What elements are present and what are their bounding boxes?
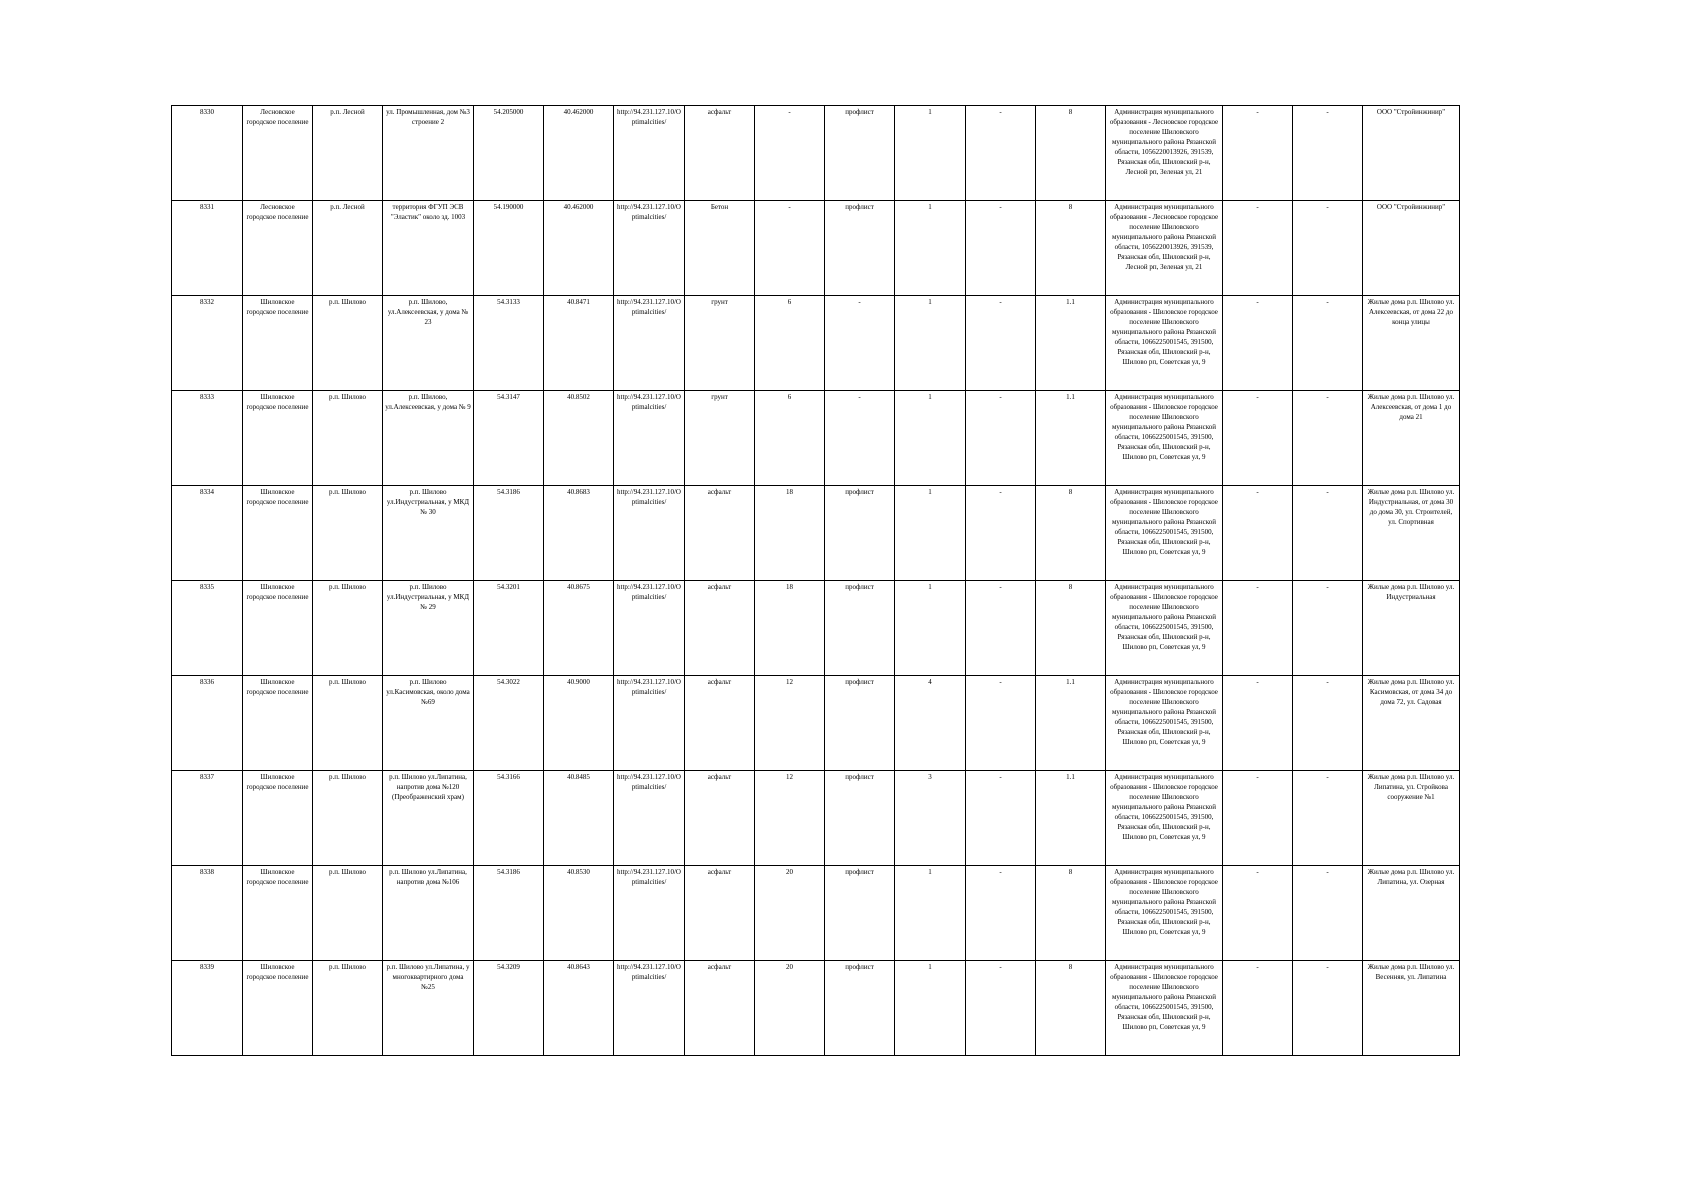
cell-longitude: 40.8643 xyxy=(544,961,614,1056)
cell-id: 8333 xyxy=(172,391,243,486)
cell-longitude: 40.8675 xyxy=(544,581,614,676)
cell-latitude: 54.3166 xyxy=(474,771,544,866)
cell-extra-1: - xyxy=(1223,771,1293,866)
cell-latitude: 54.190000 xyxy=(474,201,544,296)
cell-container-type: профлист xyxy=(825,581,895,676)
cell-extra-1: - xyxy=(1223,676,1293,771)
cell-count: 1 xyxy=(895,106,966,201)
table-row xyxy=(172,486,1460,581)
cell-count-2: - xyxy=(966,866,1036,961)
cell-container-type: профлист xyxy=(825,486,895,581)
cell-container-type: профлист xyxy=(825,961,895,1056)
cell-url: http://94.231.127.10/Optimalcities/ xyxy=(614,106,685,201)
cell-owner: Администрация муниципального образования - Шиловское городское поселение Шиловского муниципального района Рязанской области, 1066225001545, 391500, Рязанская обл, Шиловский р-н, Шилово рп, Советская ул, 9 xyxy=(1106,296,1223,391)
cell-extra-1: - xyxy=(1223,391,1293,486)
cell-surface: грунт xyxy=(685,296,755,391)
cell-container-type: профлист xyxy=(825,676,895,771)
cell-surface: асфальт xyxy=(685,866,755,961)
cell-address: р.п. Шилово ул.Липатина, напротив дома №106 xyxy=(383,866,474,961)
cell-latitude: 54.3022 xyxy=(474,676,544,771)
cell-extra-2: - xyxy=(1293,201,1363,296)
cell-url: http://94.231.127.10/Optimalcities/ xyxy=(614,486,685,581)
cell-extra-2: - xyxy=(1293,771,1363,866)
cell-owner: Администрация муниципального образования - Шиловское городское поселение Шиловского муниципального района Рязанской области, 1066225001545, 391500, Рязанская обл, Шиловский р-н, Шилово рп, Советская ул, 9 xyxy=(1106,961,1223,1056)
cell-count-2: - xyxy=(966,106,1036,201)
cell-surface: асфальт xyxy=(685,106,755,201)
cell-latitude: 54.3201 xyxy=(474,581,544,676)
cell-longitude: 40.8530 xyxy=(544,866,614,961)
cell-surface: асфальт xyxy=(685,676,755,771)
cell-owner: Администрация муниципального образования - Шиловское городское поселение Шиловского муниципального района Рязанской области, 1066225001545, 391500, Рязанская обл, Шиловский р-н, Шилово рп, Советская ул, 9 xyxy=(1106,391,1223,486)
cell-locality: р.п. Шилово xyxy=(313,486,383,581)
cell-id: 8335 xyxy=(172,581,243,676)
cell-extra-2: - xyxy=(1293,296,1363,391)
cell-address: р.п. Шилово, ул.Алексеевская, у дома № 23 xyxy=(383,296,474,391)
cell-settlement: Лесновское городское поселение xyxy=(243,201,313,296)
cell-area: 6 xyxy=(755,296,825,391)
cell-longitude: 40.8502 xyxy=(544,391,614,486)
cell-locality: р.п. Шилово xyxy=(313,391,383,486)
cell-address: р.п. Шилово ул.Касимовская, около дома №69 xyxy=(383,676,474,771)
cell-extra-1: - xyxy=(1223,201,1293,296)
cell-count-2: - xyxy=(966,486,1036,581)
cell-locality: р.п. Лесной xyxy=(313,201,383,296)
cell-longitude: 40.8683 xyxy=(544,486,614,581)
cell-count-2: - xyxy=(966,296,1036,391)
cell-sources: Жилые дома р.п. Шилово ул. Липатина, ул. Стройкова сооружение №1 xyxy=(1363,771,1460,866)
cell-extra-2: - xyxy=(1293,106,1363,201)
cell-latitude: 54.3209 xyxy=(474,961,544,1056)
cell-longitude: 40.8485 xyxy=(544,771,614,866)
cell-owner: Администрация муниципального образования - Шиловское городское поселение Шиловского муниципального района Рязанской области, 1066225001545, 391500, Рязанская обл, Шиловский р-н, Шилово рп, Советская ул, 9 xyxy=(1106,676,1223,771)
cell-address: р.п. Шилово ул.Индустриальная, у МКД № 30 xyxy=(383,486,474,581)
cell-extra-2: - xyxy=(1293,486,1363,581)
cell-settlement: Шиловское городское поселение xyxy=(243,486,313,581)
cell-sources: ООО "Стройинжинир" xyxy=(1363,201,1460,296)
cell-locality: р.п. Шилово xyxy=(313,676,383,771)
cell-count-2: - xyxy=(966,771,1036,866)
cell-surface: асфальт xyxy=(685,486,755,581)
cell-address: р.п. Шилово ул.Липатина, напротив дома №120 (Преображенский храм) xyxy=(383,771,474,866)
table-row xyxy=(172,771,1460,866)
cell-volume: 1.1 xyxy=(1036,296,1106,391)
cell-owner: Администрация муниципального образования - Лесновское городское поселение Шиловского муниципального района Рязанской области, 1056220013926, 391539, Рязанская обл, Шиловский р-н, Лесной рп, Зеленая ул, 21 xyxy=(1106,201,1223,296)
cell-sources: Жилые дома р.п. Шилово ул. Касимовская, от дома 34 до дома 72, ул. Садовая xyxy=(1363,676,1460,771)
cell-sources: Жилые дома р.п. Шилово ул. Алексеевская, от дома 22 до конца улицы xyxy=(1363,296,1460,391)
cell-surface: асфальт xyxy=(685,961,755,1056)
cell-surface: асфальт xyxy=(685,581,755,676)
cell-settlement: Шиловское городское поселение xyxy=(243,771,313,866)
cell-longitude: 40.462000 xyxy=(544,106,614,201)
cell-extra-2: - xyxy=(1293,676,1363,771)
table-row xyxy=(172,391,1460,486)
cell-longitude: 40.462000 xyxy=(544,201,614,296)
cell-count: 1 xyxy=(895,201,966,296)
cell-address: ул. Промышленная, дом №3 строение 2 xyxy=(383,106,474,201)
cell-area: 6 xyxy=(755,391,825,486)
cell-count-2: - xyxy=(966,201,1036,296)
cell-extra-1: - xyxy=(1223,296,1293,391)
cell-extra-1: - xyxy=(1223,106,1293,201)
cell-settlement: Шиловское городское поселение xyxy=(243,866,313,961)
cell-area: 20 xyxy=(755,866,825,961)
cell-extra-2: - xyxy=(1293,391,1363,486)
cell-latitude: 54.3133 xyxy=(474,296,544,391)
cell-volume: 1.1 xyxy=(1036,391,1106,486)
cell-url: http://94.231.127.10/Optimalcities/ xyxy=(614,771,685,866)
cell-area: 12 xyxy=(755,676,825,771)
cell-url: http://94.231.127.10/Optimalcities/ xyxy=(614,201,685,296)
cell-id: 8331 xyxy=(172,201,243,296)
cell-area: 18 xyxy=(755,486,825,581)
cell-count: 4 xyxy=(895,676,966,771)
cell-address: р.п. Шилово ул.Липатина, у многоквартирного дома №25 xyxy=(383,961,474,1056)
cell-extra-1: - xyxy=(1223,866,1293,961)
cell-extra-2: - xyxy=(1293,581,1363,676)
cell-owner: Администрация муниципального образования - Лесновское городское поселение Шиловского муниципального района Рязанской области, 1056220013926, 391539, Рязанская обл, Шиловский р-н, Лесной рп, Зеленая ул, 21 xyxy=(1106,106,1223,201)
cell-url: http://94.231.127.10/Optimalcities/ xyxy=(614,581,685,676)
cell-count: 1 xyxy=(895,866,966,961)
cell-sources: Жилые дома р.п. Шилово ул. Весенняя, ул. Липатина xyxy=(1363,961,1460,1056)
cell-longitude: 40.9000 xyxy=(544,676,614,771)
cell-count: 1 xyxy=(895,486,966,581)
cell-address: р.п. Шилово ул.Индустриальная, у МКД № 29 xyxy=(383,581,474,676)
cell-url: http://94.231.127.10/Optimalcities/ xyxy=(614,296,685,391)
cell-count: 1 xyxy=(895,581,966,676)
cell-latitude: 54.3186 xyxy=(474,486,544,581)
cell-extra-1: - xyxy=(1223,961,1293,1056)
cell-volume: 1.1 xyxy=(1036,771,1106,866)
cell-locality: р.п. Шилово xyxy=(313,866,383,961)
cell-count: 1 xyxy=(895,961,966,1056)
cell-count-2: - xyxy=(966,391,1036,486)
cell-extra-1: - xyxy=(1223,486,1293,581)
cell-locality: р.п. Шилово xyxy=(313,961,383,1056)
cell-volume: 8 xyxy=(1036,866,1106,961)
cell-address: территория ФГУП ЭСВ "Эластик" около зд. 1003 xyxy=(383,201,474,296)
cell-area: - xyxy=(755,201,825,296)
table-row xyxy=(172,581,1460,676)
cell-owner: Администрация муниципального образования - Шиловское городское поселение Шиловского муниципального района Рязанской области, 1066225001545, 391500, Рязанская обл, Шиловский р-н, Шилово рп, Советская ул, 9 xyxy=(1106,486,1223,581)
cell-count-2: - xyxy=(966,581,1036,676)
cell-sources: Жилые дома р.п. Шилово ул. Индустриальная xyxy=(1363,581,1460,676)
cell-settlement: Шиловское городское поселение xyxy=(243,391,313,486)
cell-sources: Жилые дома р.п. Шилово ул. Алексеевская, от дома 1 до дома 21 xyxy=(1363,391,1460,486)
cell-id: 8332 xyxy=(172,296,243,391)
cell-count-2: - xyxy=(966,961,1036,1056)
cell-area: 12 xyxy=(755,771,825,866)
cell-container-type: профлист xyxy=(825,771,895,866)
cell-url: http://94.231.127.10/Optimalcities/ xyxy=(614,961,685,1056)
cell-owner: Администрация муниципального образования - Шиловское городское поселение Шиловского муниципального района Рязанской области, 1066225001545, 391500, Рязанская обл, Шиловский р-н, Шилово рп, Советская ул, 9 xyxy=(1106,771,1223,866)
cell-volume: 8 xyxy=(1036,201,1106,296)
cell-owner: Администрация муниципального образования - Шиловское городское поселение Шиловского муниципального района Рязанской области, 1066225001545, 391500, Рязанская обл, Шиловский р-н, Шилово рп, Советская ул, 9 xyxy=(1106,866,1223,961)
cell-settlement: Шиловское городское поселение xyxy=(243,296,313,391)
cell-locality: р.п. Лесной xyxy=(313,106,383,201)
cell-latitude: 54.3147 xyxy=(474,391,544,486)
cell-id: 8337 xyxy=(172,771,243,866)
cell-url: http://94.231.127.10/Optimalcities/ xyxy=(614,866,685,961)
cell-count-2: - xyxy=(966,676,1036,771)
cell-volume: 8 xyxy=(1036,106,1106,201)
cell-settlement: Шиловское городское поселение xyxy=(243,961,313,1056)
cell-id: 8330 xyxy=(172,106,243,201)
table-row xyxy=(172,961,1460,1056)
cell-latitude: 54.3186 xyxy=(474,866,544,961)
cell-surface: грунт xyxy=(685,391,755,486)
cell-id: 8339 xyxy=(172,961,243,1056)
cell-url: http://94.231.127.10/Optimalcities/ xyxy=(614,676,685,771)
cell-area: 18 xyxy=(755,581,825,676)
cell-address: р.п. Шилово, ул.Алексеевская, у дома № 9 xyxy=(383,391,474,486)
cell-container-type: - xyxy=(825,296,895,391)
cell-sources: Жилые дома р.п. Шилово ул. Индустриальная, от дома 30 до дома 30, ул. Строителей, ул. Спортивная xyxy=(1363,486,1460,581)
table-row xyxy=(172,106,1460,201)
table-row xyxy=(172,201,1460,296)
cell-volume: 1.1 xyxy=(1036,676,1106,771)
registry-table xyxy=(171,105,1460,1056)
cell-owner: Администрация муниципального образования - Шиловское городское поселение Шиловского муниципального района Рязанской области, 1066225001545, 391500, Рязанская обл, Шиловский р-н, Шилово рп, Советская ул, 9 xyxy=(1106,581,1223,676)
cell-volume: 8 xyxy=(1036,581,1106,676)
cell-container-type: профлист xyxy=(825,106,895,201)
cell-count: 1 xyxy=(895,391,966,486)
cell-container-type: профлист xyxy=(825,866,895,961)
cell-latitude: 54.205000 xyxy=(474,106,544,201)
cell-container-type: профлист xyxy=(825,201,895,296)
cell-count: 3 xyxy=(895,771,966,866)
cell-settlement: Шиловское городское поселение xyxy=(243,676,313,771)
cell-area: 20 xyxy=(755,961,825,1056)
cell-volume: 8 xyxy=(1036,486,1106,581)
cell-extra-2: - xyxy=(1293,961,1363,1056)
cell-locality: р.п. Шилово xyxy=(313,296,383,391)
cell-surface: асфальт xyxy=(685,771,755,866)
table-row xyxy=(172,866,1460,961)
cell-area: - xyxy=(755,106,825,201)
cell-surface: Бетон xyxy=(685,201,755,296)
cell-sources: Жилые дома р.п. Шилово ул. Липатина, ул. Озерная xyxy=(1363,866,1460,961)
cell-extra-1: - xyxy=(1223,581,1293,676)
cell-locality: р.п. Шилово xyxy=(313,581,383,676)
cell-locality: р.п. Шилово xyxy=(313,771,383,866)
cell-id: 8336 xyxy=(172,676,243,771)
table-row xyxy=(172,296,1460,391)
cell-settlement: Лесновское городское поселение xyxy=(243,106,313,201)
cell-settlement: Шиловское городское поселение xyxy=(243,581,313,676)
table-row xyxy=(172,676,1460,771)
cell-extra-2: - xyxy=(1293,866,1363,961)
cell-url: http://94.231.127.10/Optimalcities/ xyxy=(614,391,685,486)
cell-container-type: - xyxy=(825,391,895,486)
cell-longitude: 40.8471 xyxy=(544,296,614,391)
cell-count: 1 xyxy=(895,296,966,391)
cell-id: 8338 xyxy=(172,866,243,961)
cell-volume: 8 xyxy=(1036,961,1106,1056)
cell-sources: ООО "Стройинжинир" xyxy=(1363,106,1460,201)
cell-id: 8334 xyxy=(172,486,243,581)
